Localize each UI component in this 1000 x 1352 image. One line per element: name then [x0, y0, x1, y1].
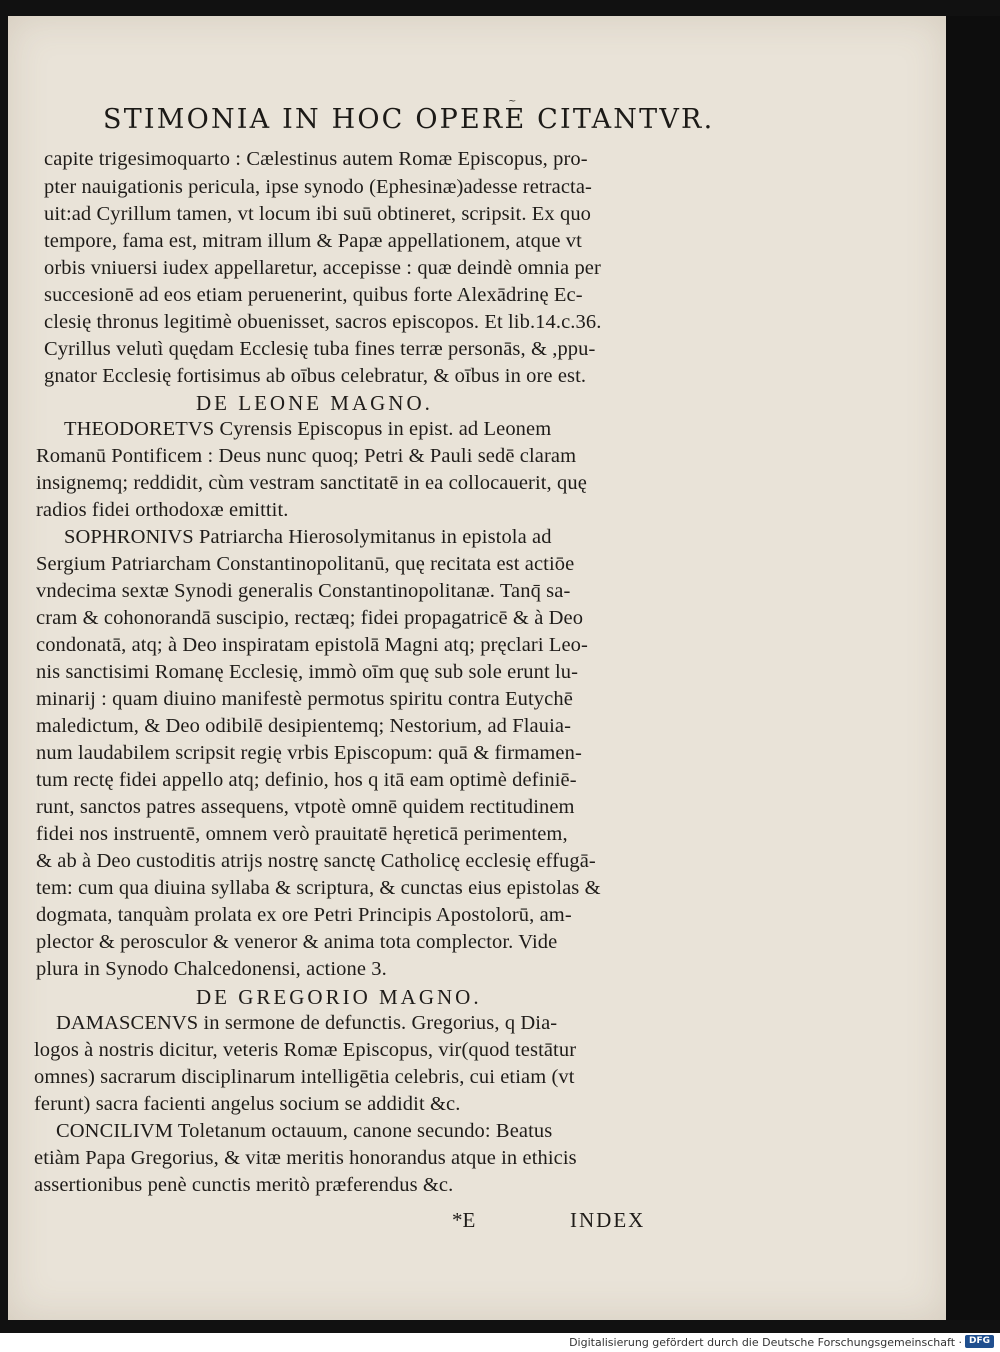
text-line: assertionibus penè cunctis meritò præferendus &c. [34, 1174, 454, 1196]
text-line: tum rectę fidei appello atq; definio, hos q itā eam optimè definiē- [36, 769, 577, 791]
text-line: succesionē ad eos etiam peruenerint, quibus forte Alexādrinę Ec- [44, 284, 583, 306]
text-line: fidei nos instruentē, omnem verò prauitatē hęreticā perimentem, [36, 823, 568, 845]
text-line: CONCILIVM Toletanum octauum, canone secundo: Beatus [56, 1120, 553, 1142]
text-line: tem: cum qua diuina syllaba & scriptura, & cunctas eius epistolas & [36, 877, 601, 899]
section-heading: DE LEONE MAGNO. [196, 391, 433, 415]
text-line: condonatā, atq; à Deo inspiratam epistolā Magni atq; pręclari Leo- [36, 634, 588, 656]
text-line: logos à nostris dicitur, veteris Romæ Episcopus, vir(quod testātur [34, 1039, 577, 1061]
text-line: & ab à Deo custoditis atrijs nostrę sanctę Catholicę ecclesię effugā- [36, 850, 596, 872]
page-mark: ~ [508, 96, 517, 107]
text-line: vndecima sextæ Synodi generalis Constantinopolitanæ. Tanq̄ sa- [36, 580, 571, 602]
text-line: num laudabilem scripsit regię vrbis Episcopum: quā & firmamen- [36, 742, 582, 764]
footer-credit: Digitalisierung gefördert durch die Deutsche Forschungsgemeinschaft · [569, 1336, 962, 1349]
text-line: capite trigesimoquarto : Cælestinus autem Romæ Episcopus, pro- [44, 148, 588, 170]
running-head: STIMONIA IN HOC OPERE CITANTVR. [103, 104, 715, 135]
scan-edge [946, 16, 1000, 1320]
text-line: runt, sanctos patres assequens, vtpotè omnē quidem rectitudinem [36, 796, 575, 818]
text-line: nis sanctisimi Romanę Ecclesię, immò oīm quę sub sole erunt lu- [36, 661, 579, 683]
text-line: orbis vniuersi iudex appellaretur, accepisse : quæ deindè omnia per [44, 257, 601, 279]
text-line: dogmata, tanquàm prolata ex ore Petri Principis Apostolorū, am- [36, 904, 572, 926]
section-heading: DE GREGORIO MAGNO. [196, 985, 482, 1009]
catchword: INDEX [570, 1208, 646, 1232]
text-line: pter nauigationis pericula, ipse synodo (Ephesinæ)adesse retracta- [44, 176, 592, 198]
text-line: DAMASCENVS in sermone de defunctis. Gregorius, q Dia- [56, 1012, 558, 1034]
text-line: omnes) sacrarum disciplinarum intelligētia celebris, cui etiam (vt [34, 1066, 575, 1088]
text-line: clesię thronus legitimè obuenisset, sacros episcopos. Et lib.14.c.36. [44, 311, 602, 333]
text-line: plector & perosculor & veneror & anima tota complector. Vide [36, 931, 558, 953]
text-line: etiàm Papa Gregorius, & vitæ meritis honorandus atque in ethicis [34, 1147, 577, 1169]
text-line: SOPHRONIVS Patriarcha Hierosolymitanus in epistola ad [64, 526, 552, 548]
text-line: plura in Synodo Chalcedonensi, actione 3. [36, 958, 387, 980]
text-line: minarij : quam diuino manifestè permotus spiritu contra Eutychē [36, 688, 573, 710]
text-line: THEODORETVS Cyrensis Episcopus in epist. ad Leonem [64, 418, 552, 440]
text-line: radios fidei orthodoxæ emittit. [36, 499, 289, 521]
text-line: ferunt) sacra facienti angelus socium se addidit &c. [34, 1093, 461, 1115]
signature-mark: *E [452, 1208, 476, 1232]
text-line: Romanū Pontificem : Deus nunc quoq; Petri & Pauli sedē claram [36, 445, 577, 467]
text-line: gnator Ecclesię fortisimus ab oībus celebratur, & oībus in ore est. [44, 365, 587, 387]
text-line: Cyrillus velutì quędam Ecclesię tuba fines terræ personās, & ,ppu- [44, 338, 596, 360]
text-line: cram & cohonorandā suscipio, rectæq; fidei propagatricē & à Deo [36, 607, 584, 629]
text-line: insignemq; reddidit, cùm vestram sanctitatē in ea collocauerit, quę [36, 472, 587, 494]
text-line: maledictum, & Deo odibilē desipientemq; Nestorium, ad Flauia- [36, 715, 571, 737]
text-line: uit:ad Cyrillum tamen, vt locum ibi suū obtineret, scripsit. Ex quo [44, 203, 592, 225]
text-line: Sergium Patriarcham Constantinopolitanū, quę recitata est actiōe [36, 553, 575, 575]
dfg-logo: DFG [965, 1335, 994, 1348]
text-line: tempore, fama est, mitram illum & Papæ appellationem, atque vt [44, 230, 582, 252]
